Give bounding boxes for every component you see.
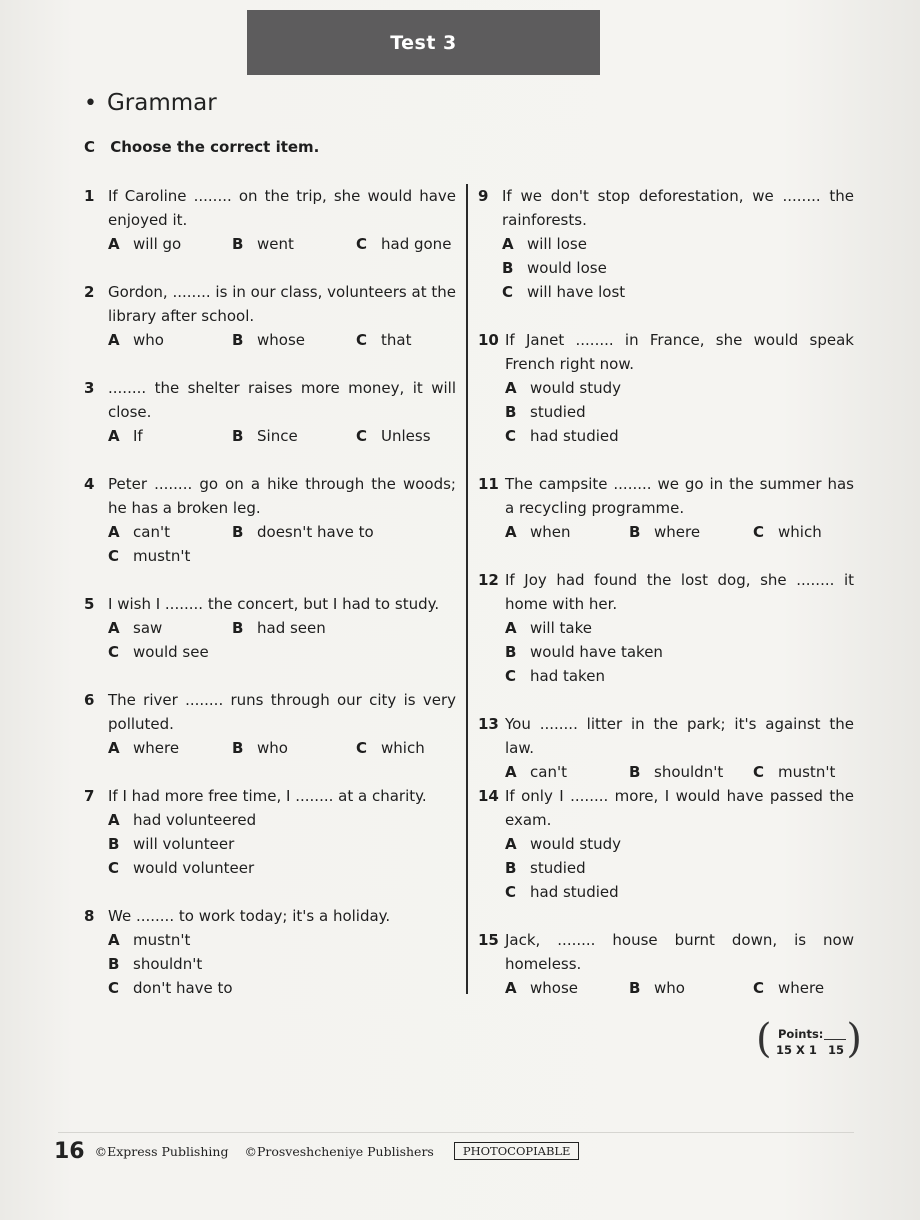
points-calculation: 15 X 1 — [776, 1043, 817, 1057]
answer-option[interactable] — [232, 232, 356, 256]
score-line — [824, 1039, 846, 1040]
option-letter: A — [108, 331, 120, 349]
answer-option[interactable] — [356, 424, 431, 448]
question-text: If Joy had found the lost dog, she ........ it home with her. — [505, 571, 854, 613]
section-title: Grammar — [106, 90, 217, 116]
section-heading — [84, 90, 217, 116]
option-text: would have taken — [530, 643, 663, 661]
answer-options — [84, 928, 456, 1000]
page-footer — [54, 1136, 579, 1166]
publisher-credit: ©Express Publishing — [94, 1143, 229, 1159]
question-number: 5 — [84, 595, 95, 613]
option-letter: A — [108, 427, 120, 445]
answer-options — [478, 616, 854, 688]
question-number: 6 — [84, 691, 95, 709]
answer-option[interactable] — [505, 760, 629, 784]
option-letter: C — [505, 883, 517, 901]
answer-option[interactable] — [505, 424, 619, 448]
option-text: doesn't have to — [257, 523, 374, 541]
answer-option[interactable] — [108, 520, 232, 544]
answer-option[interactable] — [505, 832, 621, 856]
question-item — [84, 184, 456, 256]
question-number: 3 — [84, 379, 95, 397]
answer-option[interactable] — [232, 520, 374, 544]
option-letter: B — [505, 859, 517, 877]
option-letter: C — [505, 427, 517, 445]
answer-option[interactable] — [505, 856, 586, 880]
question-number: 9 — [478, 187, 489, 205]
question-number: 11 — [478, 475, 499, 493]
question-item — [84, 592, 456, 664]
option-text: who — [133, 331, 164, 349]
answer-option[interactable] — [505, 520, 629, 544]
option-letter: B — [629, 763, 641, 781]
option-text: had taken — [530, 667, 605, 685]
option-letter: B — [232, 331, 244, 349]
option-text: whose — [257, 331, 305, 349]
option-letter: A — [502, 235, 514, 253]
option-letter: C — [753, 523, 765, 541]
option-text: who — [654, 979, 685, 997]
question-text: Peter ........ go on a hike through the woods; he has a broken leg. — [108, 475, 456, 517]
answer-option[interactable] — [108, 328, 232, 352]
answer-options — [84, 520, 456, 568]
answer-options — [478, 520, 854, 544]
option-letter: C — [108, 547, 120, 565]
option-letter: C — [753, 979, 765, 997]
option-text: can't — [530, 763, 567, 781]
question-text: If we don't stop deforestation, we ........ the rainforests. — [502, 187, 854, 229]
answer-option[interactable] — [108, 856, 254, 880]
option-letter: A — [108, 619, 120, 637]
option-text: had seen — [257, 619, 326, 637]
answer-option[interactable] — [108, 616, 232, 640]
answer-options — [478, 760, 854, 784]
question-text: I wish I ........ the concert, but I had to study. — [108, 595, 440, 613]
answer-option[interactable] — [505, 376, 621, 400]
points-label: Points: — [778, 1027, 824, 1041]
option-text: mustn't — [133, 547, 191, 565]
option-text: saw — [133, 619, 163, 637]
option-letter: C — [108, 643, 120, 661]
answer-option[interactable] — [753, 976, 824, 1000]
option-letter: A — [108, 739, 120, 757]
option-text: would study — [530, 835, 622, 853]
option-letter: A — [505, 523, 517, 541]
test-title: Test 3 — [390, 31, 457, 54]
answer-option[interactable] — [232, 328, 356, 352]
answer-option[interactable] — [502, 280, 625, 304]
question-text: If I had more free time, I ........ at a charity. — [108, 787, 427, 805]
option-text: will have lost — [527, 283, 626, 301]
option-text: would lose — [527, 259, 607, 277]
option-text: had studied — [530, 883, 619, 901]
option-text: where — [778, 979, 825, 997]
option-letter: C — [356, 427, 368, 445]
option-letter: A — [505, 835, 517, 853]
question-item — [84, 904, 456, 1000]
option-text: don't have to — [133, 979, 233, 997]
option-letter: B — [629, 979, 641, 997]
answer-option[interactable] — [356, 736, 425, 760]
option-letter: B — [232, 427, 244, 445]
option-text: mustn't — [778, 763, 836, 781]
footer-rule — [58, 1132, 854, 1133]
question-number: 12 — [478, 571, 499, 589]
photocopiable-badge: PHOTOCOPIABLE — [454, 1142, 580, 1160]
answer-option[interactable] — [108, 928, 190, 952]
answer-options — [84, 328, 456, 352]
right-bracket: ) — [846, 1016, 862, 1062]
option-text: would study — [530, 379, 622, 397]
option-letter: A — [505, 763, 517, 781]
answer-option[interactable] — [356, 232, 451, 256]
option-text: would see — [133, 643, 209, 661]
option-text: shouldn't — [654, 763, 724, 781]
answer-option[interactable] — [108, 544, 190, 568]
answer-options — [84, 808, 456, 880]
page-number: 16 — [54, 1138, 85, 1164]
option-text: where — [654, 523, 701, 541]
answer-option[interactable] — [505, 664, 605, 688]
answer-option[interactable] — [505, 640, 663, 664]
option-letter: C — [502, 283, 514, 301]
question-text: Gordon, ........ is in our class, volunteers at the library after school. — [108, 283, 456, 325]
option-text: that — [381, 331, 412, 349]
option-text: where — [133, 739, 180, 757]
question-text: The campsite ........ we go in the summer has a recycling programme. — [505, 475, 854, 517]
option-letter: B — [232, 235, 244, 253]
answer-option[interactable] — [108, 976, 233, 1000]
option-text: mustn't — [133, 931, 191, 949]
answer-option[interactable] — [753, 760, 835, 784]
question-number: 10 — [478, 331, 499, 349]
column-divider — [466, 184, 468, 994]
option-text: Since — [257, 427, 298, 445]
option-letter: A — [108, 931, 120, 949]
question-number: 4 — [84, 475, 95, 493]
bullet-icon: • — [84, 90, 97, 116]
option-text: shouldn't — [133, 955, 203, 973]
answer-options — [478, 376, 854, 448]
option-text: had studied — [530, 427, 619, 445]
question-number: 8 — [84, 907, 95, 925]
option-text: went — [257, 235, 294, 253]
answer-option[interactable] — [505, 880, 619, 904]
answer-option[interactable] — [232, 736, 356, 760]
question-text: Jack, ........ house burnt down, is now homeless. — [505, 931, 854, 973]
answer-option[interactable] — [232, 424, 356, 448]
option-letter: A — [108, 811, 120, 829]
question-item — [84, 280, 456, 352]
answer-option[interactable] — [505, 976, 629, 1000]
option-text: studied — [530, 403, 586, 421]
left-bracket: ( — [756, 1016, 772, 1062]
answer-options — [478, 976, 854, 1000]
option-text: when — [530, 523, 571, 541]
option-letter: A — [505, 619, 517, 637]
answer-options — [84, 424, 456, 448]
question-text: We ........ to work today; it's a holiday. — [108, 907, 391, 925]
question-item — [478, 328, 854, 448]
question-item — [84, 688, 456, 760]
exercise-instruction — [84, 138, 319, 156]
answer-option[interactable] — [629, 520, 753, 544]
question-item — [84, 472, 456, 568]
answer-options — [84, 232, 456, 256]
answer-option[interactable] — [108, 832, 234, 856]
option-text: had gone — [381, 235, 452, 253]
option-letter: B — [505, 403, 517, 421]
question-item — [84, 784, 456, 880]
question-text: ........ the shelter raises more money, it will close. — [108, 379, 456, 421]
option-text: will go — [133, 235, 182, 253]
question-text: If Janet ........ in France, she would speak French right now. — [505, 331, 854, 373]
exercise-letter: C — [84, 138, 96, 156]
option-letter: C — [356, 331, 368, 349]
question-number: 14 — [478, 787, 499, 805]
answer-options — [478, 832, 854, 904]
answer-option[interactable] — [108, 808, 256, 832]
option-text: Unless — [381, 427, 431, 445]
question-number: 1 — [84, 187, 95, 205]
option-letter: A — [505, 379, 517, 397]
answer-option[interactable] — [108, 232, 232, 256]
option-text: whose — [530, 979, 578, 997]
answer-option[interactable] — [505, 400, 586, 424]
option-letter: B — [505, 643, 517, 661]
option-text: which — [778, 523, 822, 541]
option-text: will lose — [527, 235, 587, 253]
option-text: who — [257, 739, 288, 757]
question-item — [478, 568, 854, 688]
option-letter: B — [232, 523, 244, 541]
question-item — [478, 184, 854, 304]
option-letter: B — [232, 739, 244, 757]
answer-option[interactable] — [629, 976, 753, 1000]
answer-option[interactable] — [232, 616, 326, 640]
question-item — [478, 784, 854, 904]
answer-options — [478, 232, 854, 304]
question-text: The river ........ runs through our city is very polluted. — [108, 691, 456, 733]
option-letter: B — [108, 955, 120, 973]
answer-options — [84, 736, 456, 760]
answer-option[interactable] — [108, 736, 232, 760]
option-letter: A — [108, 523, 120, 541]
option-letter: B — [232, 619, 244, 637]
answer-option[interactable] — [753, 520, 822, 544]
option-letter: C — [108, 859, 120, 877]
answer-option[interactable] — [502, 256, 607, 280]
answer-option[interactable] — [502, 232, 587, 256]
question-item — [478, 472, 854, 544]
option-letter: C — [505, 667, 517, 685]
question-number: 7 — [84, 787, 95, 805]
answer-options — [84, 616, 456, 664]
option-letter: A — [505, 979, 517, 997]
question-item — [84, 376, 456, 448]
points-box — [756, 1016, 862, 1062]
option-letter: C — [753, 763, 765, 781]
answer-option[interactable] — [108, 424, 232, 448]
option-letter: A — [108, 235, 120, 253]
question-item — [478, 712, 854, 784]
test-title-banner — [247, 10, 600, 75]
option-text: would volunteer — [133, 859, 255, 877]
answer-option[interactable] — [108, 952, 202, 976]
publisher-credit: ©Prosveshcheniye Publishers — [244, 1143, 434, 1159]
answer-option[interactable] — [505, 616, 592, 640]
answer-option[interactable] — [629, 760, 753, 784]
answer-option[interactable] — [356, 328, 411, 352]
option-letter: C — [108, 979, 120, 997]
question-number: 15 — [478, 931, 499, 949]
exercise-text: Choose the correct item. — [110, 138, 320, 156]
option-text: can't — [133, 523, 170, 541]
option-letter: B — [629, 523, 641, 541]
option-text: which — [381, 739, 425, 757]
answer-option[interactable] — [108, 640, 209, 664]
question-item — [478, 928, 854, 1000]
question-text: You ........ litter in the park; it's against the law. — [505, 715, 854, 757]
option-letter: C — [356, 235, 368, 253]
question-number: 2 — [84, 283, 95, 301]
option-letter: C — [356, 739, 368, 757]
option-letter: B — [108, 835, 120, 853]
option-text: If — [133, 427, 143, 445]
points-total: 15 — [828, 1043, 845, 1057]
question-number: 13 — [478, 715, 499, 733]
option-text: will take — [530, 619, 592, 637]
option-letter: B — [502, 259, 514, 277]
question-text: If Caroline ........ on the trip, she would have enjoyed it. — [108, 187, 456, 229]
option-text: will volunteer — [133, 835, 235, 853]
option-text: had volunteered — [133, 811, 257, 829]
option-text: studied — [530, 859, 586, 877]
question-text: If only I ........ more, I would have passed the exam. — [505, 787, 854, 829]
